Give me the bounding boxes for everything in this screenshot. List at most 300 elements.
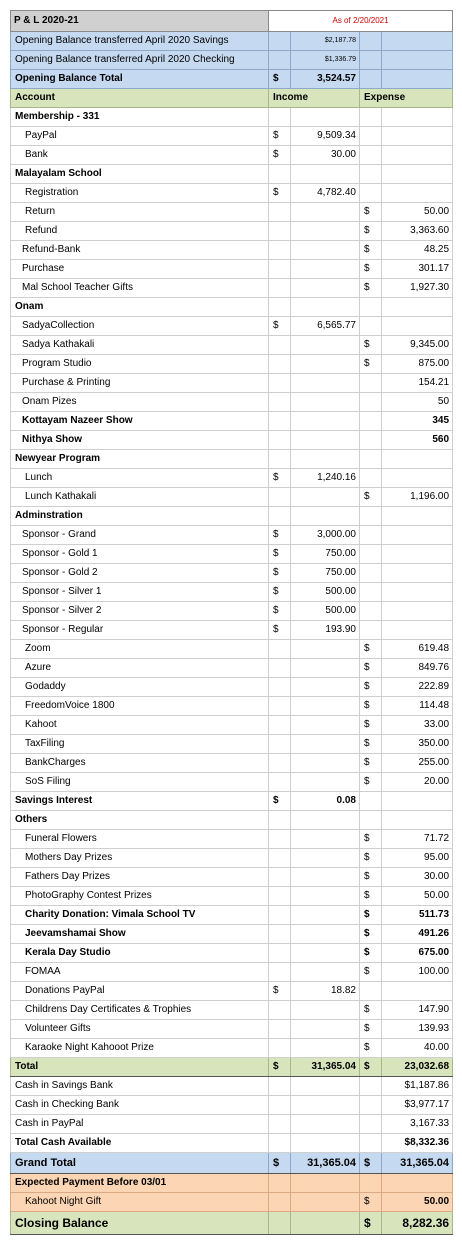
line-item-row: [11, 1039, 453, 1058]
as-of-date: As of 2/20/2021: [269, 11, 453, 32]
empty-cell: [291, 1039, 360, 1058]
currency-symbol: $: [360, 849, 382, 868]
currency-symbol: $: [360, 640, 382, 659]
empty-cell: [269, 868, 291, 887]
expected-header-row: [11, 1174, 453, 1193]
account-label: BankCharges: [11, 754, 269, 773]
empty-cell: [382, 583, 453, 602]
line-item-row: [11, 526, 453, 545]
empty-cell: [382, 811, 453, 830]
line-item-row: [11, 906, 453, 925]
empty-cell: [291, 1134, 360, 1153]
line-item-row: [11, 754, 453, 773]
opening-total-label: Opening Balance Total: [11, 70, 269, 89]
empty-cell: [291, 773, 360, 792]
empty-cell: [382, 108, 453, 127]
expense-value: 511.73: [382, 906, 453, 925]
expense-value: 40.00: [382, 1039, 453, 1058]
empty-cell: [291, 1193, 360, 1212]
line-item-row: [11, 621, 453, 640]
empty-cell: [382, 526, 453, 545]
empty-cell: [382, 545, 453, 564]
line-item-row: [11, 773, 453, 792]
account-label: Lunch: [11, 469, 269, 488]
expense-value: 100.00: [382, 963, 453, 982]
account-label: SoS Filing: [11, 773, 269, 792]
empty-cell: [269, 355, 291, 374]
total-label: Total: [11, 1058, 269, 1077]
section-header-row: [11, 165, 453, 184]
empty-cell: [269, 887, 291, 906]
empty-cell: [269, 1212, 291, 1235]
account-label: Funeral Flowers: [11, 830, 269, 849]
header-row: [11, 89, 453, 108]
currency-symbol: $: [360, 241, 382, 260]
expense-value: 154.21: [382, 374, 453, 393]
cash-label: Cash in Checking Bank: [11, 1096, 269, 1115]
empty-cell: [269, 1174, 291, 1193]
currency-symbol: $: [360, 716, 382, 735]
expense-value: 301.17: [382, 260, 453, 279]
line-item-row: [11, 241, 453, 260]
empty-cell: [269, 925, 291, 944]
empty-cell: [269, 1039, 291, 1058]
line-item-row: [11, 1020, 453, 1039]
empty-cell: [269, 849, 291, 868]
total-cash-label: Total Cash Available: [11, 1134, 269, 1153]
empty-cell: [360, 621, 382, 640]
total-expense: 23,032.68: [382, 1058, 453, 1077]
income-value: 30.00: [291, 146, 360, 165]
expense-value: 345: [382, 412, 453, 431]
account-label: Godaddy: [11, 678, 269, 697]
empty-cell: [360, 469, 382, 488]
line-item-row: [11, 849, 453, 868]
account-label: Refund-Bank: [11, 241, 269, 260]
opening-row: [11, 32, 453, 51]
empty-cell: [291, 355, 360, 374]
empty-cell: [291, 1077, 360, 1096]
empty-cell: [291, 165, 360, 184]
line-item-row: [11, 374, 453, 393]
grand-total-expense: 31,365.04: [382, 1153, 453, 1174]
currency-symbol: $: [360, 1058, 382, 1077]
section-header-row: [11, 507, 453, 526]
header-income: Income: [269, 89, 360, 108]
currency-symbol: $: [269, 70, 291, 89]
account-label: Karaoke Night Kahooot Prize: [11, 1039, 269, 1058]
empty-cell: [291, 925, 360, 944]
empty-cell: [382, 298, 453, 317]
empty-cell: [269, 754, 291, 773]
line-item-row: [11, 887, 453, 906]
empty-cell: [382, 165, 453, 184]
empty-cell: [360, 1115, 382, 1134]
empty-cell: [291, 222, 360, 241]
empty-cell: [269, 944, 291, 963]
empty-cell: [291, 830, 360, 849]
line-item-row: [11, 583, 453, 602]
empty-cell: [269, 431, 291, 450]
line-item-row: [11, 127, 453, 146]
empty-cell: [269, 241, 291, 260]
income-value: 193.90: [291, 621, 360, 640]
pl-table-body: [11, 11, 453, 1235]
empty-cell: [360, 811, 382, 830]
expense-value: 350.00: [382, 735, 453, 754]
empty-cell: [269, 1115, 291, 1134]
account-label: Program Studio: [11, 355, 269, 374]
total-cash-value: $8,332.36: [382, 1134, 453, 1153]
expense-value: 71.72: [382, 830, 453, 849]
line-item-row: [11, 203, 453, 222]
empty-cell: [291, 735, 360, 754]
account-label: Malayalam School: [11, 165, 269, 184]
currency-symbol: $: [269, 564, 291, 583]
empty-cell: [269, 374, 291, 393]
empty-cell: [269, 811, 291, 830]
empty-cell: [269, 1077, 291, 1096]
empty-cell: [291, 640, 360, 659]
empty-cell: [291, 279, 360, 298]
empty-cell: [269, 1134, 291, 1153]
empty-cell: [291, 944, 360, 963]
currency-symbol: $: [360, 697, 382, 716]
empty-cell: [269, 1193, 291, 1212]
account-label: Jeevamshamai Show: [11, 925, 269, 944]
expense-value: 48.25: [382, 241, 453, 260]
income-value: 1,240.16: [291, 469, 360, 488]
pl-spreadsheet: [10, 10, 452, 1235]
empty-cell: [269, 298, 291, 317]
account-label: Zoom: [11, 640, 269, 659]
closing-value: 8,282.36: [382, 1212, 453, 1235]
closing-balance-row: [11, 1212, 453, 1235]
opening-label: Opening Balance transferred April 2020 Checking: [11, 51, 269, 70]
empty-cell: [360, 412, 382, 431]
account-label: Kottayam Nazeer Show: [11, 412, 269, 431]
account-label: Nithya Show: [11, 431, 269, 450]
empty-cell: [360, 1077, 382, 1096]
account-label: FOMAA: [11, 963, 269, 982]
expense-value: 1,927.30: [382, 279, 453, 298]
line-item-row: [11, 317, 453, 336]
empty-cell: [360, 602, 382, 621]
empty-cell: [382, 450, 453, 469]
cash-value: $1,187.86: [382, 1077, 453, 1096]
line-item-row: [11, 336, 453, 355]
currency-symbol: $: [360, 906, 382, 925]
line-item-row: [11, 393, 453, 412]
currency-symbol: $: [360, 336, 382, 355]
currency-symbol: $: [269, 146, 291, 165]
empty-cell: [291, 374, 360, 393]
empty-cell: [291, 431, 360, 450]
currency-symbol: $: [360, 678, 382, 697]
empty-cell: [291, 298, 360, 317]
empty-cell: [269, 678, 291, 697]
account-label: Savings Interest: [11, 792, 269, 811]
cash-label: Cash in Savings Bank: [11, 1077, 269, 1096]
expected-item-value: 50.00: [382, 1193, 453, 1212]
empty-cell: [269, 716, 291, 735]
empty-cell: [360, 545, 382, 564]
line-item-row: [11, 925, 453, 944]
account-label: Sponsor - Gold 2: [11, 564, 269, 583]
account-label: Others: [11, 811, 269, 830]
account-label: Sponsor - Gold 1: [11, 545, 269, 564]
income-value: 3,000.00: [291, 526, 360, 545]
empty-cell: [291, 754, 360, 773]
line-item-row: [11, 944, 453, 963]
line-item-row: [11, 279, 453, 298]
account-label: Onam: [11, 298, 269, 317]
expected-item-label: Kahoot Night Gift: [11, 1193, 269, 1212]
currency-symbol: $: [269, 317, 291, 336]
account-label: Purchase: [11, 260, 269, 279]
expense-value: 222.89: [382, 678, 453, 697]
currency-symbol: $: [360, 203, 382, 222]
empty-cell: [360, 526, 382, 545]
account-label: Membership - 331: [11, 108, 269, 127]
account-label: Purchase & Printing: [11, 374, 269, 393]
opening-value: $1,336.79: [291, 51, 360, 70]
empty-cell: [291, 697, 360, 716]
empty-cell: [269, 488, 291, 507]
account-label: Charity Donation: Vimala School TV: [11, 906, 269, 925]
empty-cell: [269, 830, 291, 849]
opening-total-value: 3,524.57: [291, 70, 360, 89]
currency-symbol: $: [360, 1212, 382, 1235]
empty-cell: [269, 336, 291, 355]
section-header-row: [11, 792, 453, 811]
account-label: TaxFiling: [11, 735, 269, 754]
currency-symbol: $: [360, 963, 382, 982]
account-label: Return: [11, 203, 269, 222]
empty-cell: [360, 127, 382, 146]
income-value: 750.00: [291, 564, 360, 583]
line-item-row: [11, 412, 453, 431]
opening-value: $2,187.78: [291, 32, 360, 51]
expense-value: 1,196.00: [382, 488, 453, 507]
empty-cell: [360, 431, 382, 450]
income-value: 0.08: [291, 792, 360, 811]
account-label: Sponsor - Regular: [11, 621, 269, 640]
currency-symbol: $: [360, 925, 382, 944]
account-label: Sponsor - Grand: [11, 526, 269, 545]
empty-cell: [269, 963, 291, 982]
header-expense: Expense: [360, 89, 453, 108]
empty-cell: [382, 602, 453, 621]
empty-cell: [382, 507, 453, 526]
currency-symbol: $: [360, 830, 382, 849]
empty-cell: [291, 1001, 360, 1020]
empty-cell: [382, 564, 453, 583]
currency-symbol: $: [269, 1153, 291, 1174]
expense-value: 560: [382, 431, 453, 450]
sheet-title: P & L 2020-21: [11, 11, 269, 32]
empty-cell: [382, 127, 453, 146]
account-label: Kahoot: [11, 716, 269, 735]
line-item-row: [11, 222, 453, 241]
cash-row: [11, 1077, 453, 1096]
empty-cell: [269, 108, 291, 127]
empty-cell: [382, 792, 453, 811]
currency-symbol: $: [360, 222, 382, 241]
expense-value: 875.00: [382, 355, 453, 374]
grand-total-row: [11, 1153, 453, 1174]
income-value: 18.82: [291, 982, 360, 1001]
cash-value: $3,977.17: [382, 1096, 453, 1115]
line-item-row: [11, 697, 453, 716]
account-label: Lunch Kathakali: [11, 488, 269, 507]
empty-cell: [269, 773, 291, 792]
expense-value: 50.00: [382, 887, 453, 906]
empty-cell: [360, 374, 382, 393]
empty-cell: [360, 165, 382, 184]
empty-cell: [269, 203, 291, 222]
header-account: Account: [11, 89, 269, 108]
opening-label: Opening Balance transferred April 2020 Savings: [11, 32, 269, 51]
empty-cell: [382, 982, 453, 1001]
title-row: [11, 11, 453, 32]
line-item-row: [11, 678, 453, 697]
empty-cell: [291, 906, 360, 925]
empty-cell: [269, 393, 291, 412]
currency-symbol: $: [360, 887, 382, 906]
total-row: [11, 1058, 453, 1077]
account-label: Bank: [11, 146, 269, 165]
expected-item-row: [11, 1193, 453, 1212]
total-income: 31,365.04: [291, 1058, 360, 1077]
empty-cell: [291, 507, 360, 526]
account-label: Kerala Day Studio: [11, 944, 269, 963]
expense-value: 114.48: [382, 697, 453, 716]
currency-symbol: $: [360, 659, 382, 678]
currency-symbol: $: [269, 127, 291, 146]
empty-cell: [360, 108, 382, 127]
empty-cell: [291, 963, 360, 982]
line-item-row: [11, 830, 453, 849]
empty-cell: [291, 203, 360, 222]
currency-symbol: $: [360, 868, 382, 887]
line-item-row: [11, 146, 453, 165]
section-header-row: [11, 450, 453, 469]
empty-cell: [360, 1096, 382, 1115]
empty-cell: [382, 621, 453, 640]
account-label: Mothers Day Prizes: [11, 849, 269, 868]
empty-cell: [291, 1174, 360, 1193]
currency-symbol: $: [269, 982, 291, 1001]
line-item-row: [11, 184, 453, 203]
account-label: Registration: [11, 184, 269, 203]
expense-value: 619.48: [382, 640, 453, 659]
expense-value: 95.00: [382, 849, 453, 868]
account-label: Childrens Day Certificates & Trophies: [11, 1001, 269, 1020]
empty-cell: [382, 184, 453, 203]
empty-cell: [360, 317, 382, 336]
section-header-row: [11, 298, 453, 317]
line-item-row: [11, 868, 453, 887]
closing-label: Closing Balance: [11, 1212, 269, 1235]
currency-symbol: $: [360, 1193, 382, 1212]
empty-cell: [360, 298, 382, 317]
line-item-row: [11, 735, 453, 754]
empty-cell: [360, 1134, 382, 1153]
expense-value: 491.26: [382, 925, 453, 944]
empty-cell: [269, 165, 291, 184]
empty-cell: [360, 982, 382, 1001]
account-label: Mal School Teacher Gifts: [11, 279, 269, 298]
account-label: Azure: [11, 659, 269, 678]
empty-cell: [360, 184, 382, 203]
grand-total-income: 31,365.04: [291, 1153, 360, 1174]
account-label: SadyaCollection: [11, 317, 269, 336]
empty-cell: [269, 906, 291, 925]
account-label: Fathers Day Prizes: [11, 868, 269, 887]
empty-cell: [291, 1020, 360, 1039]
cash-row: [11, 1096, 453, 1115]
empty-cell: [269, 507, 291, 526]
section-header-row: [11, 108, 453, 127]
expense-value: 139.93: [382, 1020, 453, 1039]
line-item-row: [11, 1001, 453, 1020]
grand-total-label: Grand Total: [11, 1153, 269, 1174]
currency-symbol: $: [269, 469, 291, 488]
line-item-row: [11, 602, 453, 621]
empty-cell: [291, 659, 360, 678]
empty-cell: [360, 507, 382, 526]
currency-symbol: $: [269, 1058, 291, 1077]
currency-symbol: $: [269, 792, 291, 811]
empty-cell: [269, 1020, 291, 1039]
account-label: Newyear Program: [11, 450, 269, 469]
line-item-row: [11, 545, 453, 564]
expense-value: 33.00: [382, 716, 453, 735]
section-header-row: [11, 811, 453, 830]
empty-cell: [382, 469, 453, 488]
empty-cell: [291, 716, 360, 735]
empty-cell: [291, 260, 360, 279]
income-value: 4,782.40: [291, 184, 360, 203]
currency-symbol: $: [360, 1153, 382, 1174]
empty-cell: [269, 640, 291, 659]
empty-cell: [291, 887, 360, 906]
account-label: Adminstration: [11, 507, 269, 526]
currency-symbol: $: [360, 488, 382, 507]
income-value: 9,509.34: [291, 127, 360, 146]
expense-value: 675.00: [382, 944, 453, 963]
empty-cell: [291, 678, 360, 697]
empty-cell: [382, 317, 453, 336]
line-item-row: [11, 260, 453, 279]
account-label: Volunteer Gifts: [11, 1020, 269, 1039]
empty-cell: [269, 279, 291, 298]
total-cash-row: [11, 1134, 453, 1153]
cash-value: 3,167.33: [382, 1115, 453, 1134]
empty-cell: [291, 868, 360, 887]
currency-symbol: $: [360, 260, 382, 279]
pl-table: [10, 10, 453, 1235]
expense-value: 9,345.00: [382, 336, 453, 355]
expense-value: 50.00: [382, 203, 453, 222]
currency-symbol: $: [360, 754, 382, 773]
currency-symbol: $: [360, 1020, 382, 1039]
empty-cell: [291, 108, 360, 127]
empty-cell: [269, 412, 291, 431]
account-label: Onam Pizes: [11, 393, 269, 412]
income-value: 6,565.77: [291, 317, 360, 336]
